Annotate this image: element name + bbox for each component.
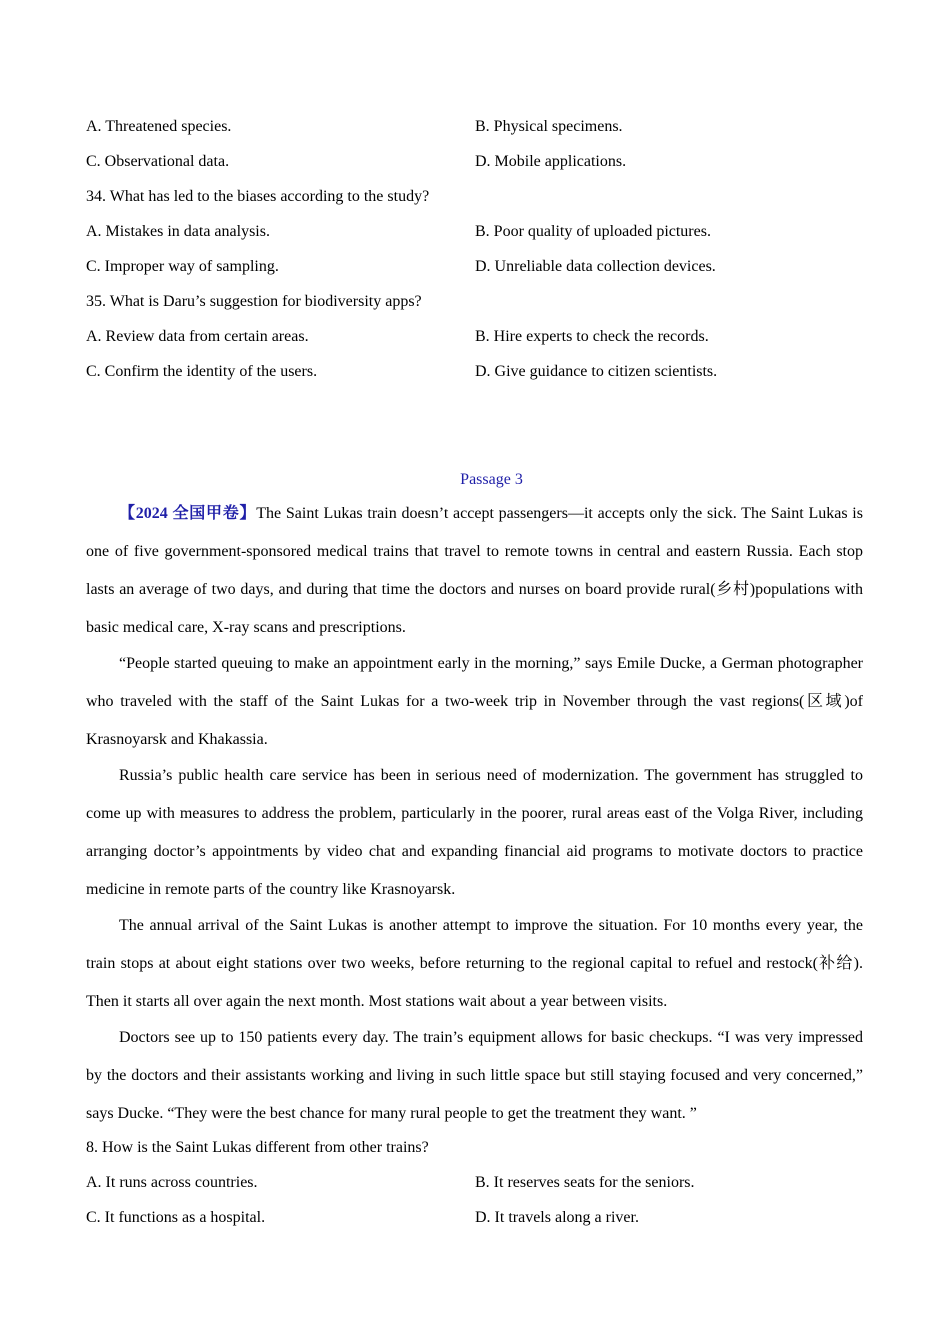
q33-option-d: D. Mobile applications. (475, 153, 627, 170)
q33-option-a: A. Threatened species. (86, 118, 232, 135)
q8-option-a: A. It runs across countries. (86, 1174, 258, 1191)
q34-question: 34. What has led to the biases according to the study? (86, 188, 430, 205)
q34-options-row-2 (86, 249, 866, 284)
passage-title: Passage 3 (460, 471, 523, 488)
q34-option-c: C. Improper way of sampling. (86, 258, 279, 275)
q8-question: 8. How is the Saint Lukas different from other trains? (86, 1139, 429, 1156)
passage-paragraph-5: Doctors see up to 150 patients every day. The train’s equipment allows for basic checkups. “I was very impressed by the doctors and their assistants working and living in such little space but still staying focused and very concerned,” says Ducke. “They were the best chance for many rural people to get the treatment they want. ” (86, 1029, 863, 1122)
paragraph-1-text: The Saint Lukas train doesn’t accept passengers—it accepts only the sick. The Saint Lukas is one of five government-sponsored medical trains that travel to remote towns in central and eastern Russia. Each stop lasts an average of two days, and during that time the doctors and nurses on board provide rural(乡村)populations with basic medical care, X-ray scans and prescriptions. (86, 505, 863, 636)
q8-option-b: B. It reserves seats for the seniors. (475, 1174, 695, 1191)
q33-options-row-2 (86, 144, 866, 179)
q34-option-d: D. Unreliable data collection devices. (475, 258, 716, 275)
question-block-8 (86, 1130, 866, 1235)
q8-options-row-2 (86, 1200, 866, 1235)
q35-option-b: B. Hire experts to check the records. (475, 328, 709, 345)
q33-option-c: C. Observational data. (86, 153, 230, 170)
q34-option-a: A. Mistakes in data analysis. (86, 223, 270, 240)
q35-question: 35. What is Daru’s suggestion for biodiversity apps? (86, 293, 422, 310)
q8-option-c: C. It functions as a hospital. (86, 1209, 266, 1226)
q34-option-b: B. Poor quality of uploaded pictures. (475, 223, 711, 240)
passage-paragraph-4: The annual arrival of the Saint Lukas is another attempt to improve the situation. For 10 months every year, the train stops at about eight stations over two weeks, before returning to the regional capital to refuel and restock(补给). Then it starts all over again the next month. Most stations wait about a year between visits. (86, 917, 863, 1010)
q35-option-a: A. Review data from certain areas. (86, 328, 309, 345)
q35-option-d: D. Give guidance to citizen scientists. (475, 363, 718, 380)
q35-options-row-1 (86, 319, 866, 354)
q34-options-row-1 (86, 214, 866, 249)
q33-options-row-1 (86, 109, 866, 144)
passage-paragraph-2: “People started queuing to make an appointment early in the morning,” says Emile Ducke, a German photographer who traveled with the staff of the Saint Lukas for a two-week trip in November through the vast regions(区域)of Krasnoyarsk and Khakassia. (86, 655, 863, 748)
source-tag: 【2024 全国甲卷】 (119, 505, 257, 522)
q8-option-d: D. It travels along a river. (475, 1209, 639, 1226)
q33-option-b: B. Physical specimens. (475, 118, 623, 135)
q8-options-row-1 (86, 1165, 866, 1200)
passage-body (86, 495, 863, 1133)
passage-paragraph-1 (86, 495, 863, 647)
q35-option-c: C. Confirm the identity of the users. (86, 363, 318, 380)
question-block-33-35 (86, 109, 866, 389)
passage-paragraph-3: Russia’s public health care service has been in serious need of modernization. The government has struggled to come up with measures to address the problem, particularly in the poorer, rural areas east of the Volga River, including arranging doctor’s appointments by video chat and expanding financial aid programs to motivate doctors to practice medicine in remote parts of the country like Krasnoyarsk. (86, 767, 863, 898)
q35-options-row-2 (86, 354, 866, 389)
